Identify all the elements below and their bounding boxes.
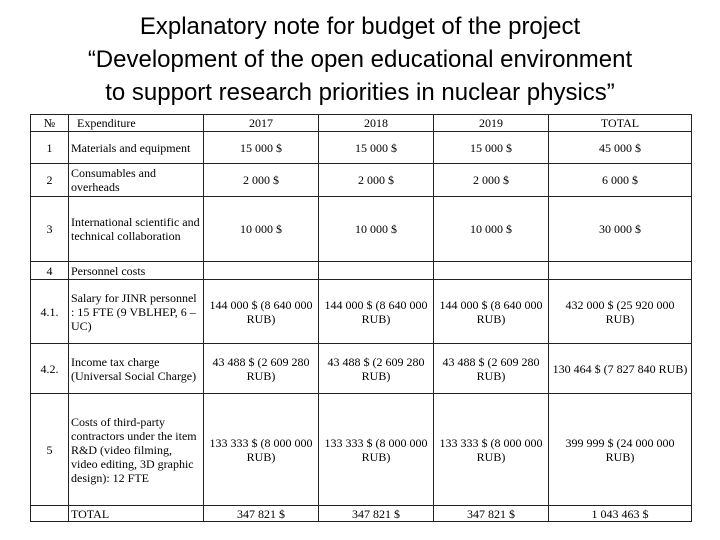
total-2017: 347 821 $ — [204, 506, 319, 522]
value-2019: 10 000 $ — [434, 197, 549, 262]
table-row — [31, 394, 692, 506]
value-2019: 133 333 $ (8 000 000 RUB) — [434, 394, 549, 506]
title-line-2: “Development of the open educational environment — [87, 46, 633, 73]
header-2018: 2018 — [319, 115, 434, 132]
value-2019: 43 488 $ (2 609 280 RUB) — [434, 344, 549, 394]
value-2019: 15 000 $ — [434, 132, 549, 164]
total-2018: 347 821 $ — [319, 506, 434, 522]
value-2019: 2 000 $ — [434, 164, 549, 197]
value-2017: 133 333 $ (8 000 000 RUB) — [204, 394, 319, 506]
header-total: TOTAL — [549, 115, 692, 132]
value-total: 130 464 $ (7 827 840 RUB) — [549, 344, 692, 394]
title-line-1: Explanatory note for budget of the project — [139, 13, 581, 40]
value-2018: 15 000 $ — [319, 132, 434, 164]
row-number: 3 — [31, 197, 69, 262]
value-2018: 133 333 $ (8 000 000 RUB) — [319, 394, 434, 506]
table-row — [31, 132, 692, 164]
value-2018: 10 000 $ — [319, 197, 434, 262]
value-2017: 15 000 $ — [204, 132, 319, 164]
header-2017: 2017 — [204, 115, 319, 132]
table-row — [31, 164, 692, 197]
total-row — [31, 506, 692, 522]
value-2018 — [319, 262, 434, 280]
row-number — [31, 506, 69, 522]
row-expenditure: Income tax charge (Universal Social Charge) — [69, 344, 204, 394]
table-row — [31, 197, 692, 262]
value-total: 45 000 $ — [549, 132, 692, 164]
total-2019: 347 821 $ — [434, 506, 549, 522]
value-2018: 2 000 $ — [319, 164, 434, 197]
value-2017: 43 488 $ (2 609 280 RUB) — [204, 344, 319, 394]
value-total: 6 000 $ — [549, 164, 692, 197]
title-line-3: to support research priorities in nuclear physics” — [105, 79, 615, 106]
row-number: 4.2. — [31, 344, 69, 394]
budget-table — [30, 114, 692, 522]
row-number: 4 — [31, 262, 69, 280]
header-expenditure: Expenditure — [69, 115, 204, 132]
row-number: 1 — [31, 132, 69, 164]
value-total: 399 999 $ (24 000 000 RUB) — [549, 394, 692, 506]
value-2017: 2 000 $ — [204, 164, 319, 197]
slide-title — [0, 10, 720, 109]
value-2019: 144 000 $ (8 640 000 RUB) — [434, 280, 549, 344]
value-2018: 43 488 $ (2 609 280 RUB) — [319, 344, 434, 394]
value-2017 — [204, 262, 319, 280]
table-header-row — [31, 115, 692, 132]
header-2019: 2019 — [434, 115, 549, 132]
value-2017: 10 000 $ — [204, 197, 319, 262]
row-expenditure: Personnel costs — [69, 262, 204, 280]
row-expenditure: Materials and equipment — [69, 132, 204, 164]
row-expenditure: Salary for JINR personnel : 15 FTE (9 VBLHEP, 6 – UC) — [69, 280, 204, 344]
row-expenditure: TOTAL — [69, 506, 204, 522]
header-number: № — [31, 115, 69, 132]
grand-total: 1 043 463 $ — [549, 506, 692, 522]
value-2017: 144 000 $ (8 640 000 RUB) — [204, 280, 319, 344]
row-expenditure: International scientific and technical collaboration — [69, 197, 204, 262]
table-row — [31, 280, 692, 344]
table-row — [31, 262, 692, 280]
row-number: 2 — [31, 164, 69, 197]
row-number: 5 — [31, 394, 69, 506]
value-total — [549, 262, 692, 280]
row-expenditure: Consumables and overheads — [69, 164, 204, 197]
value-2019 — [434, 262, 549, 280]
row-expenditure: Costs of third-party contractors under the item R&D (video filming, video editing, 3D graphic design): 12 FTE — [69, 394, 204, 506]
table-row — [31, 344, 692, 394]
value-2018: 144 000 $ (8 640 000 RUB) — [319, 280, 434, 344]
value-total: 30 000 $ — [549, 197, 692, 262]
value-total: 432 000 $ (25 920 000 RUB) — [549, 280, 692, 344]
row-number: 4.1. — [31, 280, 69, 344]
